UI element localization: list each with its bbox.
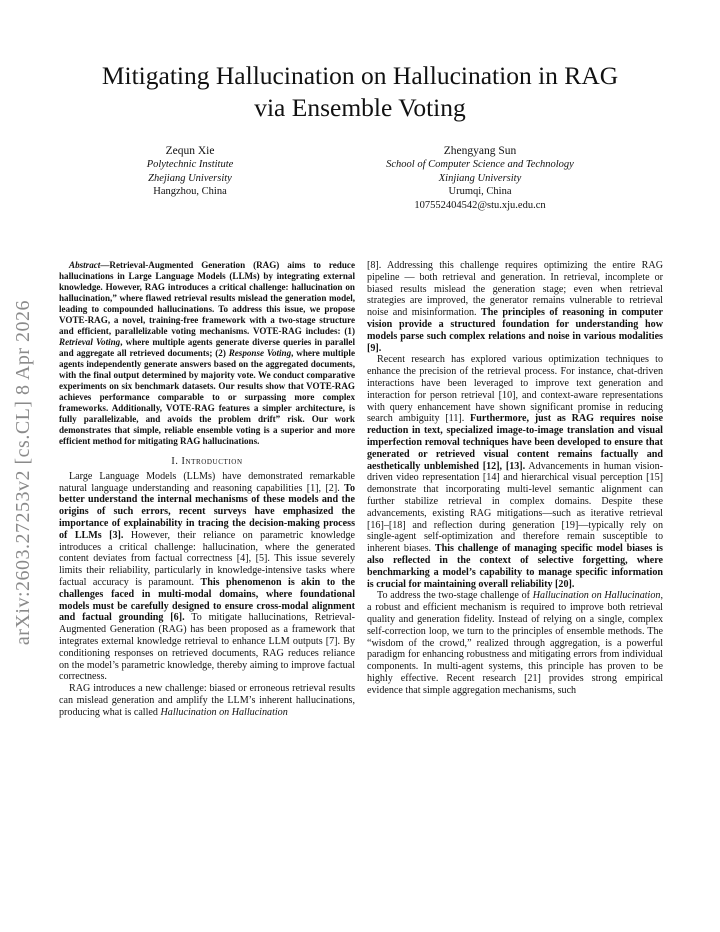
body-text: RAG introduces a new challenge: biased or erroneous retrieval results can mislead generation and amplify the LLM’s inherent hallucinations, producing what is called <box>59 683 355 718</box>
body-text: Large Language Models (LLMs) have demonstrated remarkable natural language understanding and reasoning capabilities [1], [2]. <box>59 470 355 494</box>
abstract-emphasis: Retrieval Voting <box>59 337 121 347</box>
intro-paragraph-2 <box>59 683 355 718</box>
body-bold: This challenge of managing specific model biases is also reflected in the context of selective forgetting, where benchmarking a model’s capability to manage specific information is crucial for maintaining overall reliability [20]. <box>367 543 663 590</box>
author-block <box>60 144 660 224</box>
body-italic: Hallucination on Hallucination <box>160 706 288 718</box>
arxiv-watermark <box>9 262 39 682</box>
body-bold: To better understand the internal mechanisms of these models and the origins of such errors, recent surveys have emphasized the importance of explainability in tracing the decision-making process of LLMs [3]. <box>59 482 355 541</box>
author-university: Zhejiang University <box>148 172 232 184</box>
author-affiliation: School of Computer Science and Technology <box>386 159 574 170</box>
author-2 <box>330 144 630 212</box>
author-name: Zhengyang Sun <box>443 145 517 157</box>
body-italic: Hallucination on Hallucination <box>532 590 661 602</box>
body-bold: The principles of reasoning in computer vision provide a structured foundation for understanding how models parse such complex relations and noise in various modalities [9]. <box>367 307 663 354</box>
abstract-emphasis: Response Voting <box>228 348 292 358</box>
author-location: Hangzhou, China <box>153 186 227 197</box>
abstract-label: Abstract <box>69 260 101 270</box>
body-text: However, their reliance on parametric knowledge introduces a critical challenge: hallucination, where the generated content deviates from factual correctness [4], [5]. This issue severely limits their reliability, particularly in knowledge-intensive tasks where factual accuracy is paramount. <box>59 529 355 588</box>
author-university: Xinjiang University <box>438 172 522 184</box>
intro-paragraph-3 <box>367 354 663 590</box>
body-text: [8]. Addressing this challenge requires optimizing the entire RAG pipeline — both retrieval and generation. In retrieval, incomplete or biased results mislead the generation stage; even when retrieval strategies are improved, the generator remains vulnerable to retrieval noise and misinformation. <box>367 260 663 319</box>
body-text: Recent research has explored various optimization techniques to enhance the precision of the retrieval process. For instance, chat-driven interactions have been leveraged to improve text generation and interaction for person retrieval [10], and context-aware representations with query enhancement have shown significant promise in reducing search ambiguity [11]. <box>367 354 663 425</box>
body-text: To address the two-stage challenge of <box>377 590 533 602</box>
body-bold: Furthermore, just as RAG requires noise reduction in text, specialized image-to-image translation and visual imperfection removal techniques have been developed to ensure that generated or retrieved visual content remains factually and aesthetically unblemished [12], [13]. <box>367 413 663 472</box>
title-line-1: Mitigating Hallucination on Hallucination in RAG <box>101 61 619 90</box>
section-heading: I. Introduction <box>171 456 243 467</box>
body-text: To mitigate hallucinations, Retrieval-Augmented Generation (RAG) has been proposed as a framework that integrates external knowledge retrieval to enhance LLM outputs [7]. By conditioning responses on retrieved documents, RAG reduces reliance on the model’s parametric knowledge, thereby aiming to improve factual correctness. <box>59 612 355 683</box>
author-1 <box>100 144 280 199</box>
author-location: Urumqi, China <box>448 186 512 197</box>
intro-paragraph-1 <box>59 471 355 683</box>
paper-title <box>60 60 660 124</box>
author-affiliation: Polytechnic Institute <box>146 159 234 170</box>
right-column <box>367 260 663 696</box>
author-email: 107552404542@stu.xju.edu.cn <box>414 199 546 211</box>
abstract <box>59 260 355 447</box>
title-line-2: via Ensemble Voting <box>254 93 466 122</box>
abstract-text: , where multiple agents generate diverse queries in parallel and aggregate all retrieved documents; (2) <box>59 337 355 358</box>
body-bold: This phenomenon is akin to the challenges faced in multi-modal domains, where foundational models must be carefully designed to ensure cross-modal alignment and factual grounding [6]. <box>59 576 356 624</box>
author-name: Zequn Xie <box>165 145 215 157</box>
abstract-text: , where multiple agents independently generate answers based on the aggregated documents, with the final output determined by majority vote. We conduct comparative experiments on six benchmark datasets. Our results show that VOTE-RAG achieves performance comparable to or surpassing more complex frameworks. Additionally, VOTE-RAG features a simpler architecture, is fully parallelizable, and avoids the problem drift” risk. Our work demonstrates that simple, reliable ensemble voting is a superior and more efficient method for mitigating RAG hallucinations. <box>59 348 355 446</box>
left-column <box>59 260 355 719</box>
intro-paragraph-4 <box>367 590 663 696</box>
body-text: Advancements in human vision-driven video representation [14] and hierarchical visual perception [15] demonstrate that incorporating multi-level semantic alignment can further stabilize retrieval in complex domains. Despite these advancements, existing RAG mitigations—such as iterative retrieval [16]–[18] and reflection during generation [19]—typically rely on single-agent self-optimization and therefore remain susceptible to inherent biases. <box>367 460 663 555</box>
abstract-text: —Retrieval-Augmented Generation (RAG) aims to reduce hallucinations in Large Language Models (LLMs) by integrating external knowledge. However, RAG introduces a critical challenge: hallucination on hallucination,” where flawed retrieval results mislead the generation model, leading to compounded hallucinations. To address this issue, we propose VOTE-RAG, a novel, training-free framework with a two-stage structure and efficient, parallelizable voting mechanisms. VOTE-RAG includes: (1) <box>59 260 355 336</box>
arxiv-id: arXiv:2603.27253v2 [cs.CL] 8 Apr 2026 <box>12 299 35 645</box>
intro-paragraph-2-cont <box>367 260 663 354</box>
body-text: , a robust and efficient mechanism is required to improve both retrieval quality and generation fidelity. Instead of relying on a single, complex self-correction loop, we turn to the principles of ensemble methods. The “wisdom of the crowd,” realized through aggregation, is a powerful paradigm for enhancing robustness and mitigating errors from individual components. In multi-agent systems, this principle has proven to be highly effective. Recent research [21] provides strong empirical evidence that simple aggregation mechanisms, such <box>367 590 663 696</box>
